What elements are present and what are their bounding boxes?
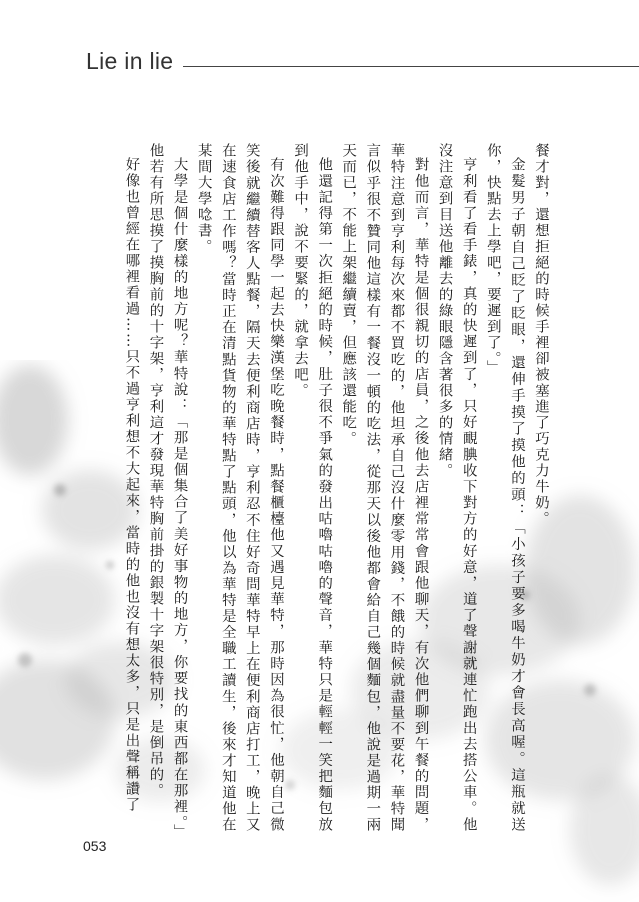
- header-rule: [183, 66, 639, 67]
- paragraph-4: 對他而言，華特是個很親切的店員，之後他去店裡常常會跟他聊天，有次他們聊到午餐的問題，華特注意到亨利每次來都不買吃的，他坦承自己沒什麼零用錢，不餓的時候就盡量不要花，華特聞言似乎很不贊同他這樣有一餐沒一頓的吃法，從那天以後他都會給自己幾個麵包，他說是過期一兩天而已，不能上架繼續賣，但應該還能吃。: [340, 143, 429, 833]
- paragraph-6: 有次難得跟同學一起去快樂漢堡吃晚餐時，點餐櫃檯他又遇見華特，那時因為很忙，他朝自己微笑後就繼續替客人點餐，隔天去便利商店時，亨利忍不住好奇問華特早上在便利商店打工，晚上又在速食店工作嗎？當時正在清點貨物的華特點了點頭，他以為華特是全職工讀生，後來才知道他在某間大學唸書。: [195, 143, 284, 833]
- paragraph-1: 餐才對，還想拒絕的時候手裡卻被塞進了巧克力牛奶。: [533, 143, 549, 527]
- paragraph-8: 好像也曾經在哪裡看過……只不過亨利想不大起來，當時的他也沒有想太多，只是出聲稱讚了: [123, 157, 140, 814]
- paragraph-5: 他還記得第一次拒絕的時候，肚子很不爭氣的發出咕嚕咕嚕的聲音，華特只是輕輕一笑把麵包放到他手中，說不要緊的，就拿去吧。: [292, 143, 333, 833]
- page-number: 053: [83, 838, 107, 854]
- paragraph-3: 亨利看了看手錶，真的快遲到了，只好靦腆收下對方的好意，道了聲謝就連忙跑出去搭公車。他沒注意到目送他離去的綠眼隱含著很多的情緒。: [436, 143, 477, 833]
- chapter-title: Lie in lie: [86, 48, 174, 74]
- paragraph-2: 金髮男子朝自己眨了眨眼，還伸手摸了摸他的頭：「小孩子要多喝牛奶才會長高喔。這瓶就送你，快點去上學吧，要遲到了。」: [484, 143, 525, 833]
- vertical-body-text: [83, 143, 553, 833]
- paragraph-7: 大學是個什麼樣的地方呢？華特說：「那是個集合了美好事物的地方，你要找的東西都在那裡。」他若有所思摸了摸胸前的十字架，亨利這才發現華特胸前掛的銀製十字架很特別，是倒吊的。: [147, 143, 188, 833]
